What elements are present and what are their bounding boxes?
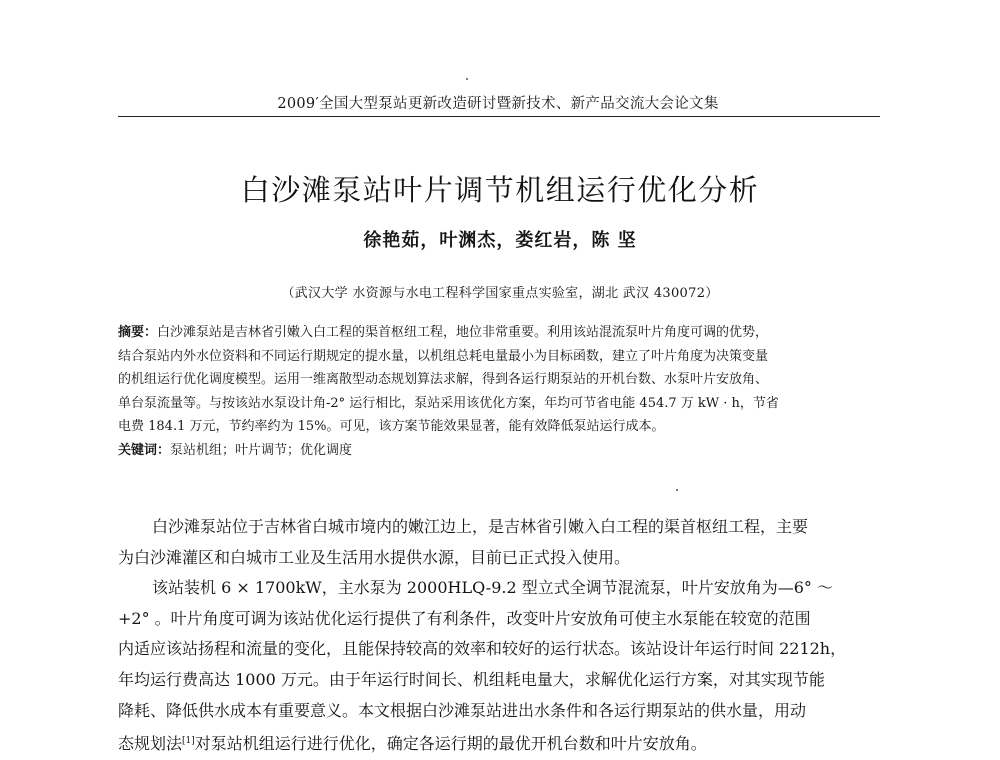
abstract-line: 单台泵流量等。与按该站水泵设计角-2° 运行相比，泵站采用该优化方案，年均可节省电能 454.7 万 kW · h，节省 [118, 395, 779, 411]
body-line [118, 726, 888, 760]
citation-ref[interactable]: [1] [182, 736, 195, 747]
body-line: +2° 。叶片角度可调为该站优化运行提供了有利条件，改变叶片安放角可使主水泵能在较宽的范围 [118, 608, 811, 628]
body-line: 年均运行费高达 1000 万元。由于年运行时间长、机组耗电量大，求解优化运行方案，对其实现节能 [118, 669, 825, 689]
body-line: 内适应该站扬程和流量的变化，且能保持较高的效率和较好的运行状态。该站设计年运行时间 2212h， [118, 639, 847, 659]
keywords-text: 泵站机组；叶片调节；优化调度 [170, 442, 353, 458]
abstract-line: 结合泵站内外水位资料和不同运行期规定的提水量，以机组总耗电量最小为目标函数，建立了叶片角度为决策变量 [118, 348, 769, 364]
keywords-label: 关键词： [118, 442, 171, 458]
body-text [118, 512, 888, 760]
scan-speck [466, 78, 468, 80]
abstract-block [118, 321, 886, 462]
abstract-line: 电费 184.1 万元，节约率约为 15%。可见，该方案节能效果显著，能有效降低泵站运行成本。 [118, 419, 665, 434]
body-line: 该站装机 6 × 1700kW，主水泵为 2000HLQ-9.2 型立式全调节混流泵，叶片安放角为—6° ～ [152, 578, 833, 598]
header-rule [118, 116, 880, 117]
body-line: 白沙滩泵站位于吉林省白城市境内的嫩江边上，是吉林省引嫩入白工程的渠首枢纽工程，主要 [152, 517, 809, 536]
abstract-line [118, 321, 886, 345]
abstract-line: 的机组运行优化调度模型。运用一维离散型动态规划算法求解，得到各运行期泵站的开机台数、水泵叶片安放角、 [118, 372, 769, 387]
body-line: 降耗、降低供水成本有重要意义。本文根据白沙滩泵站进出水条件和各运行期泵站的供水量，用动 [118, 700, 807, 720]
paper-title: 白沙滩泵站叶片调节机组运行优化分析 [240, 173, 760, 207]
affiliation: （武汉大学 水资源与水电工程科学国家重点实验室，湖北 武汉 430072） [281, 286, 719, 301]
body-text-segment: 态规划法 [118, 734, 183, 754]
abstract-text: 白沙滩泵站是吉林省引嫩入白工程的渠首枢纽工程，地位非常重要。利用该站混流泵叶片角度可调的优势， [157, 325, 769, 340]
keywords-line [118, 439, 886, 463]
running-header: 2009′全国大型泵站更新改造研讨暨新技术、新产品交流大会论文集 [277, 96, 719, 112]
authors: 徐艳茹，叶渊杰，娄红岩，陈 坚 [363, 230, 637, 251]
abstract-label: 摘要： [118, 325, 158, 340]
body-line: 为白沙滩灌区和白城市工业及生活用水提供水源，目前已正式投入使用。 [118, 547, 631, 567]
scan-speck [676, 489, 678, 491]
body-text-segment: 对泵站机组运行进行优化，确定各运行期的最优开机台数和叶片安放角。 [194, 734, 707, 754]
